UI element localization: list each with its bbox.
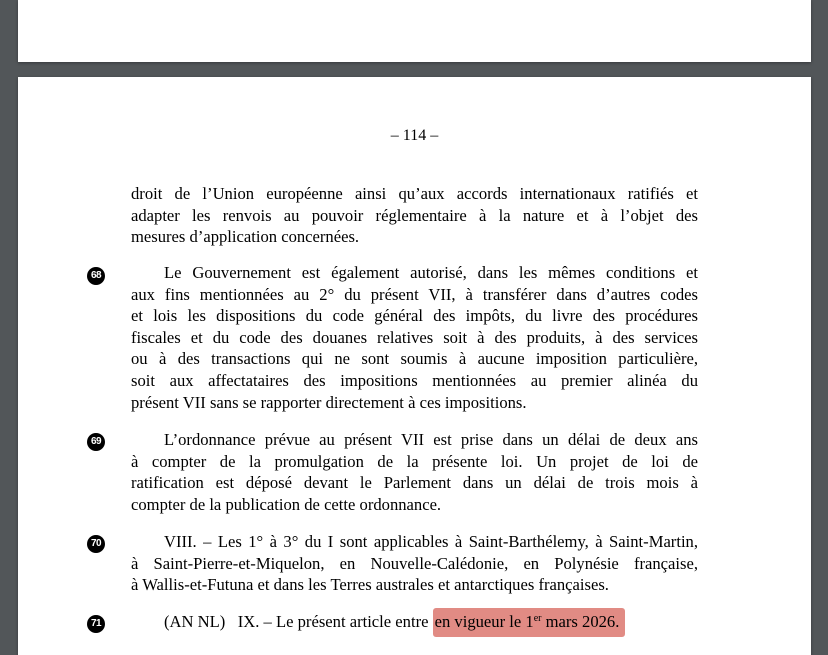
text-line: adapter les renvois au pouvoir réglementaire à la nature et à l’objet des [131,205,698,225]
alinea-number-marker: 68 [87,267,105,285]
text-line: à Wallis-et-Futuna et dans les Terres australes et antarctiques françaises. [131,575,609,595]
alinea-number-marker: 70 [87,535,105,553]
superscript-ordinal: er [533,613,542,624]
document-page [18,77,811,655]
alinea-number-marker: 71 [87,615,105,633]
text-line: ratification est déposé devant le Parlement dans un délai de trois mois à [131,473,698,493]
text-line: aux fins mentionnées au 2° du présent VII, à transférer dans d’autres codes [131,284,698,304]
text-before-highlight: (AN NL) IX. – Le présent article entre [164,612,433,631]
page-number: – 114 – [390,127,439,144]
paragraph-continuation [131,183,698,248]
text-line: présent VII sans se rapporter directement à ces impositions. [131,392,527,412]
highlighted-text: en vigueur le 1 [434,612,534,631]
paragraph-70 [131,531,698,596]
text-line: soit aux affectataires des impositions mentionnées au premier alinéa du [131,370,698,390]
text-line: ou à des transactions qui ne sont soumis à aucune imposition particulière, [131,349,698,369]
text-line: VIII. – Les 1° à 3° du I sont applicables à Saint-Barthélemy, à Saint-Martin, [164,532,698,551]
alinea-number-marker: 69 [87,433,105,451]
highlighted-text-end: mars 2026. [541,612,620,631]
paragraph-69 [131,429,698,515]
previous-page [18,0,811,62]
text-line: Le Gouvernement est également autorisé, dans les mêmes conditions et [164,263,698,282]
text-line: et lois les dispositions du code général des impôts, du livre des procédures [131,306,698,326]
paragraph-68 [131,262,698,413]
text-line: compter de la publication de cette ordonnance. [131,494,442,514]
text-line: à compter de la promulgation de la présente loi. Un projet de loi de [131,451,698,471]
text-line [131,611,698,633]
text-line: mesures d’application concernées. [131,227,360,247]
text-line: L’ordonnance prévue au présent VII est prise dans un délai de deux ans [164,430,698,449]
paragraph-71 [131,611,698,633]
text-line: fiscales et du code des douanes relatives soit à des produits, à des services [131,327,698,347]
text-line: à Saint-Pierre-et-Miquelon, en Nouvelle-Calédonie, en Polynésie française, [131,553,698,573]
highlight-annotation[interactable] [433,608,626,637]
text-line: droit de l’Union européenne ainsi qu’aux accords internationaux ratifiés et [131,184,698,203]
